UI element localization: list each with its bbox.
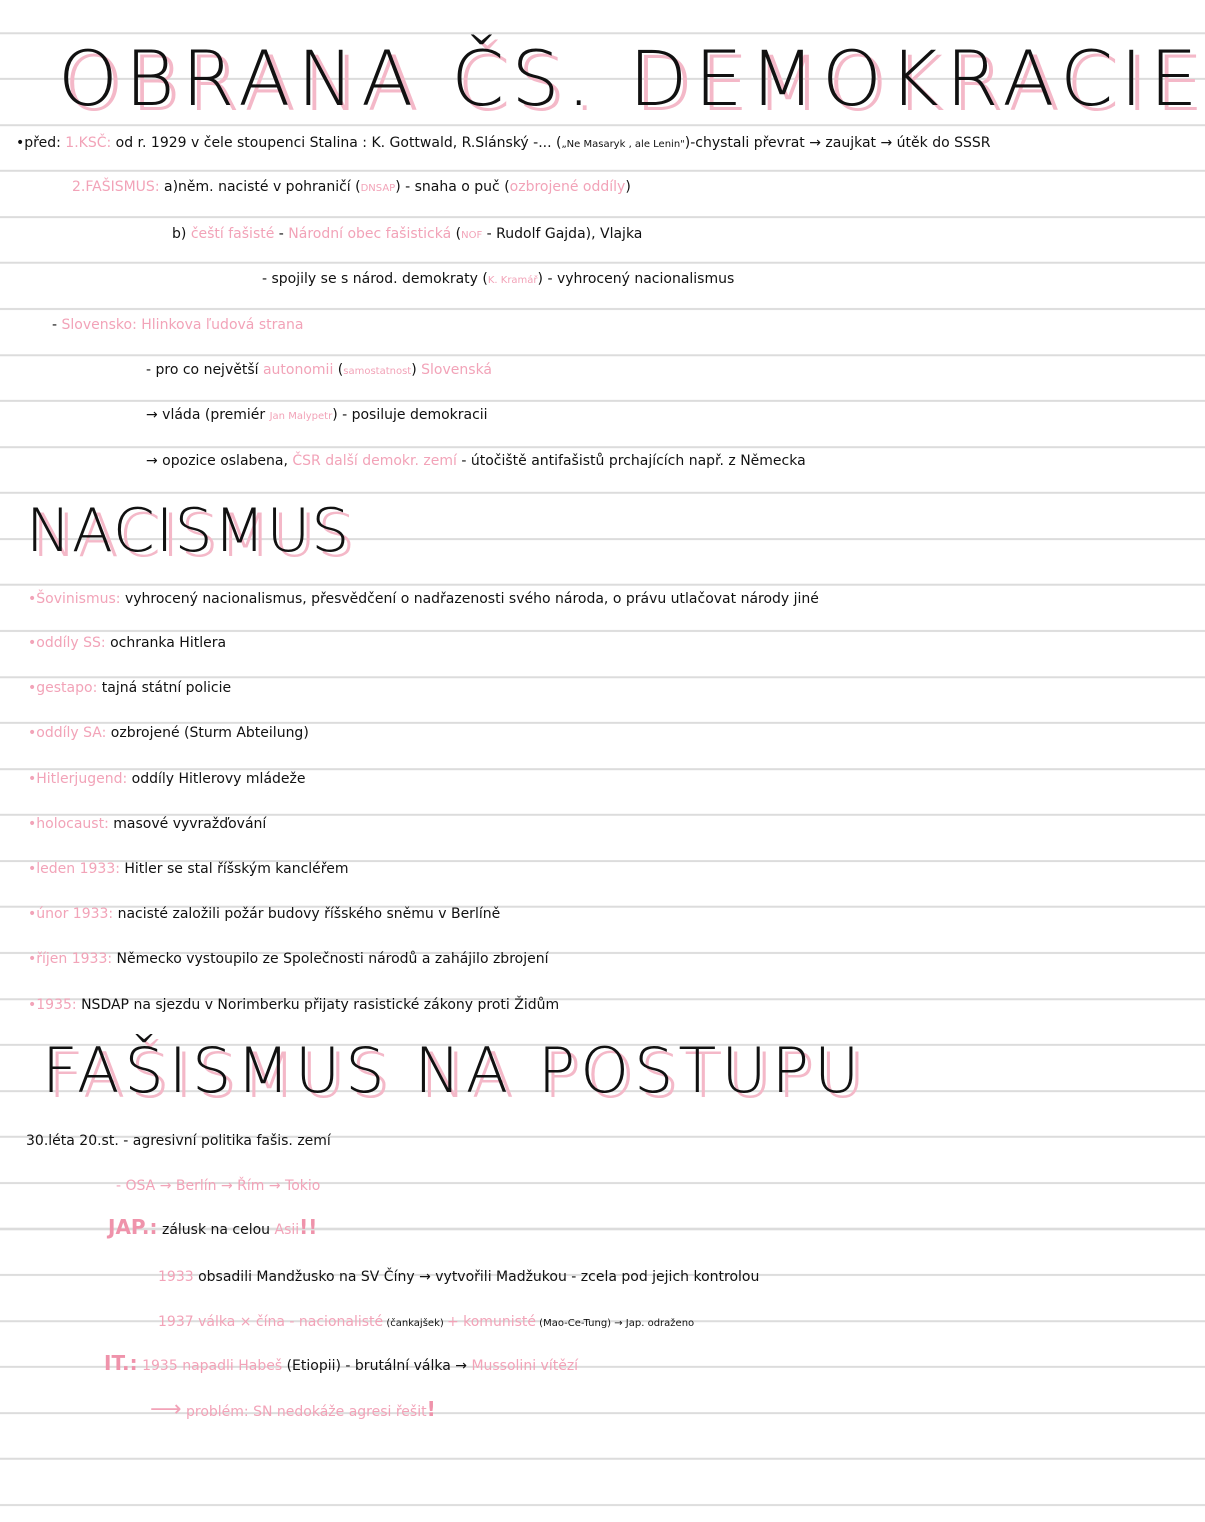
- note-line: [52, 316, 303, 334]
- term-problem: problém: SN nedokáže agresi řešit: [186, 1404, 427, 1420]
- note-line: [16, 134, 991, 154]
- note-line: [262, 270, 734, 290]
- text: )-chystali převrat → zaujkat → útěk do SSSR: [684, 135, 991, 151]
- text: - pro co největší: [146, 362, 263, 378]
- abbr-nof: NOF: [461, 230, 483, 241]
- term-komuniste: + komunisté: [446, 1314, 536, 1330]
- exclamation: !: [426, 1397, 436, 1421]
- list-item: •1935: NSDAP na sjezdu v Norimberku přijaty rasistické zákony proti Židům: [28, 997, 560, 1013]
- term: oddíly SA:: [36, 725, 107, 741]
- text: → opozice oslabena,: [146, 453, 293, 469]
- year: 1933: [158, 1269, 194, 1285]
- text: (: [451, 226, 462, 242]
- text: zálusk na celou: [161, 1222, 275, 1238]
- text: (Etiopii) - brutální válka →: [282, 1358, 472, 1374]
- title-obrana-demokracie: OBRANA ČS. DEMOKRACIE: [58, 34, 1205, 123]
- text: ): [411, 362, 422, 378]
- definition: vyhrocený nacionalismus, přesvědčení o nadřazenosti svého národa, o právu utlačovat národy jiné: [124, 591, 819, 607]
- note-line: [72, 178, 631, 198]
- term-mussolini: Mussolini vítězí: [471, 1358, 579, 1374]
- term: leden 1933:: [36, 861, 120, 877]
- year: 1935: [142, 1358, 178, 1374]
- term: gestapo:: [36, 680, 98, 696]
- text: -: [274, 226, 289, 242]
- list-item: •gestapo: tajná státní policie: [28, 680, 232, 696]
- list-item: •Hitlerjugend: oddíly Hitlerovy mládeže: [28, 771, 306, 787]
- definition: oddíly Hitlerovy mládeže: [131, 771, 306, 787]
- text: -: [52, 317, 62, 333]
- list-item: •říjen 1933: Německo vystoupilo ze Společnosti národů a zahájilo zbrojení: [28, 951, 549, 967]
- text: - útočiště antifašistů prchajících např. z Německa: [456, 453, 806, 469]
- term: 1935:: [36, 997, 77, 1013]
- abbr-dnsap: DNSAP: [360, 183, 396, 194]
- arrow-icon: ⟶: [150, 1397, 182, 1422]
- term-valka: válka × čína - nacionalisté: [193, 1314, 384, 1330]
- text: obsadili Mandžusko na SV Číny → vytvořili Madžukou - zcela pod jejich kontrolou: [193, 1269, 760, 1285]
- note-line: [158, 1268, 759, 1286]
- text: (: [333, 362, 344, 378]
- definition: NSDAP na sjezdu v Norimberku přijaty rasistické zákony proti Židům: [81, 997, 560, 1013]
- text: od r. 1929 v čele stoupenci Stalina : K. Gottwald, R.Slánský -... (: [115, 135, 562, 151]
- note-italie: [104, 1351, 579, 1375]
- term: únor 1933:: [36, 906, 114, 922]
- term-ksc: 1.KSČ:: [65, 135, 112, 151]
- definition: ozbrojené (Sturm Abteilung): [110, 725, 309, 741]
- term-csr: ČSR další demokr. zemí: [292, 453, 457, 469]
- text: b): [172, 226, 187, 242]
- term: říjen 1933:: [36, 951, 113, 967]
- text: ) - snaha o puč (: [395, 179, 510, 195]
- text: a)něm. nacisté v pohraničí (: [164, 179, 361, 195]
- definition: masové vyvražďování: [113, 816, 267, 832]
- note-line: [146, 452, 806, 470]
- name-malypetr: Jan Malypetr: [269, 411, 333, 422]
- exclamation: !!: [299, 1215, 318, 1239]
- term-asie: Asii: [274, 1222, 300, 1238]
- term-autonomie: autonomii: [262, 362, 334, 378]
- term-cesti-fasiste: čeští fašisté: [190, 226, 275, 242]
- label-pred: před:: [24, 135, 61, 151]
- quote: „Ne Masaryk , ale Lenin": [561, 139, 685, 150]
- definition: nacisté založili požár budovy říšského sněmu v Berlíně: [117, 906, 501, 922]
- definition: ochranka Hitlera: [110, 635, 227, 651]
- note-problem: [150, 1397, 436, 1422]
- note-line: 30.léta 20.st. - agresivní politika fašis. zemí: [26, 1133, 331, 1149]
- text: (čankajšek): [383, 1318, 447, 1329]
- note-line: [172, 225, 642, 245]
- list-item: •leden 1933: Hitler se stal říšským kancléřem: [28, 861, 349, 877]
- definition: Německo vystoupilo ze Společnosti národů a zahájilo zbrojení: [116, 951, 549, 967]
- text: (Mao-Ce-Tung) → Jap. odraženo: [535, 1318, 695, 1329]
- name-kramar: K. Kramář: [487, 275, 538, 286]
- text: - spojily se s národ. demokraty (: [262, 271, 488, 287]
- list-item: •oddíly SA: ozbrojené (Sturm Abteilung): [28, 725, 309, 741]
- term-nof: Národní obec fašistická: [288, 226, 452, 242]
- note-line: [158, 1313, 694, 1333]
- note-line: [146, 406, 488, 426]
- definition: tajná státní policie: [101, 680, 232, 696]
- title-nacismus: NACISMUS: [26, 496, 351, 566]
- label-it: IT.:: [104, 1351, 138, 1375]
- label-jap: JAP.:: [108, 1215, 158, 1239]
- term-ozbrojene: ozbrojené oddíly: [509, 179, 626, 195]
- text: ) - posiluje demokracii: [332, 407, 488, 423]
- term-fasismus: 2.FAŠISMUS:: [72, 179, 160, 195]
- term: oddíly SS:: [36, 635, 106, 651]
- text: ) - vyhrocený nacionalismus: [537, 271, 735, 287]
- title-fasismus-na-postupu: FAŠISMUS NA POSTUPU: [42, 1034, 865, 1107]
- note-osa: - OSA → Berlín → Řím → Tokio: [116, 1178, 321, 1194]
- term-samostatnost: samostatnost: [343, 366, 412, 377]
- note-line: [146, 361, 492, 381]
- list-item: •oddíly SS: ochranka Hitlera: [28, 635, 227, 651]
- list-item: •únor 1933: nacisté založili požár budovy říšského sněmu v Berlíně: [28, 906, 501, 922]
- text: ): [625, 179, 631, 195]
- list-item: •Šovinismus: vyhrocený nacionalismus, přesvědčení o nadřazenosti svého národa, o právu utlačovat národy jiné: [28, 591, 819, 607]
- term: Šovinismus:: [36, 591, 121, 607]
- bullet: •: [16, 135, 25, 151]
- year: 1937: [158, 1314, 194, 1330]
- text: → vláda (premiér: [146, 407, 270, 423]
- term: Hitlerjugend:: [36, 771, 128, 787]
- list-item: •holocaust: masové vyvražďování: [28, 816, 267, 832]
- term-slovenska: Slovenská: [421, 362, 493, 378]
- term-slovensko: Slovensko: Hlinkova ľudová strana: [61, 317, 304, 333]
- definition: Hitler se stal říšským kancléřem: [124, 861, 349, 877]
- note-japonsko: [108, 1215, 318, 1239]
- term: holocaust:: [36, 816, 109, 832]
- term-napadli: napadli Habeš: [177, 1358, 283, 1374]
- text: - Rudolf Gajda), Vlajka: [482, 226, 643, 242]
